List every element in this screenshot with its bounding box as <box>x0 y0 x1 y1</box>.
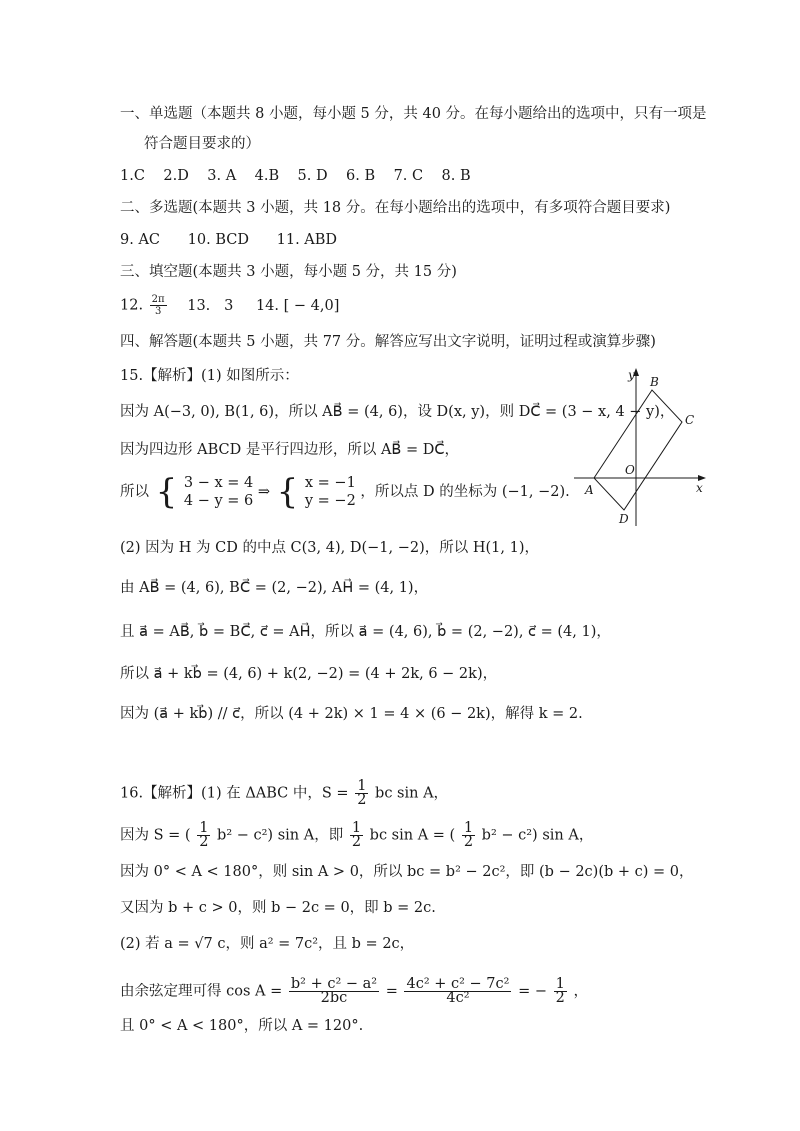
half-fraction <box>355 780 368 807</box>
equation-system-2 <box>305 474 356 510</box>
q16-line6-prefix: 由余弦定理可得 cos A = <box>120 983 283 1000</box>
q16-line3: 因为 0° < A < 180°，则 sin A > 0，所以 bc = b² − 2c²，即 (b − 2c)(b + c) = 0， <box>120 864 694 880</box>
fraction-denominator: 2 <box>351 834 362 850</box>
q16-line1-suffix: bc sin A， <box>375 785 449 802</box>
vertex-b-label: B <box>650 375 659 389</box>
fraction-denominator: 2 <box>357 792 367 808</box>
q15-line6: 由 AB⃗ = (4, 6), BC⃗ = (2, −2), AH⃗ = (4, 1)， <box>120 580 429 596</box>
equals-minus-sign: = − <box>518 983 547 1000</box>
parallelogram-figure <box>570 366 710 536</box>
half-fraction <box>462 822 475 849</box>
q14-answer: 14. [ − 4,0] <box>255 297 340 314</box>
vertex-d-label: D <box>619 512 629 526</box>
system2-eq2: y = −2 <box>304 493 356 509</box>
fraction-denominator: 4c² <box>446 990 470 1006</box>
fraction-numerator: 4c² + c² − 7c² <box>406 976 510 992</box>
parallelogram-abcd <box>594 390 682 510</box>
x-axis-label: x <box>696 481 703 495</box>
section2-heading: 二、多选题(本题共 3 小题，共 18 分。在每小题给出的选项中，有多项符合题目要求) <box>120 200 671 216</box>
q16-line2-middle2: bc sin A = ( <box>369 827 456 844</box>
left-brace: { <box>276 472 299 512</box>
q15-line5: (2) 因为 H 为 CD 的中点 C(3, 4), D(−1, −2)，所以 H(1, 1)， <box>120 540 539 556</box>
q15-line4 <box>120 474 570 510</box>
q16-line2 <box>120 822 593 849</box>
fraction-numerator: b² + c² − a² <box>290 976 378 992</box>
cosine-fraction-2 <box>404 978 511 1005</box>
q12-denominator: 3 <box>154 306 162 317</box>
q16-line2-middle: b² − c²) sin A，即 <box>217 827 344 844</box>
fraction-denominator: 2 <box>463 834 474 850</box>
q16-line2-suffix: b² − c²) sin A， <box>481 827 594 844</box>
vertex-c-label: C <box>685 413 695 427</box>
y-axis-label: y <box>628 368 635 382</box>
q15-line2: 因为 A(−3, 0), B(1, 6)，所以 AB⃗ = (4, 6)，设 D(x, y)，则 DC⃗ = (3 − x, 4 − y)， <box>120 404 675 420</box>
equals-sign: = <box>385 983 398 1000</box>
half-fraction <box>554 978 567 1005</box>
q16-line6 <box>120 978 588 1005</box>
fraction-numerator: 1 <box>463 820 474 836</box>
fraction-denominator: 2bc <box>320 990 348 1006</box>
section1-heading-cont: 符合题目要求的） <box>144 136 260 152</box>
fraction-denominator: 2 <box>199 834 209 850</box>
q16-line1 <box>120 780 448 807</box>
section1-answers: 1.C 2.D 3. A 4.B 5. D 6. B 7. C 8. B <box>120 168 471 184</box>
q15-line7: 且 a⃗ = AB⃗, b⃗ = BC⃗, c⃗ = AH⃗，所以 a⃗ = (4, 6), b⃗ = (2, −2), c⃗ = (4, 1)， <box>120 624 611 640</box>
q15-line9: 因为 (a⃗ + kb⃗) // c⃗，所以 (4 + 2k) × 1 = 4 × (6 − 2k)，解得 k = 2. <box>120 706 583 722</box>
q16-line7: 且 0° < A < 180°，所以 A = 120°. <box>120 1018 364 1034</box>
section2-answers: 9. AC 10. BCD 11. ABD <box>120 232 338 248</box>
fraction-numerator: 1 <box>199 820 209 836</box>
section4-heading: 四、解答题(本题共 5 小题，共 77 分。解答应写出文字说明，证明过程或演算步骤) <box>120 334 656 350</box>
q15-line3: 因为四边形 ABCD 是平行四边形，所以 AB⃗ = DC⃗， <box>120 442 459 458</box>
q15-line4-suffix: ，所以点 D 的坐标为 (−1, −2). <box>360 484 570 500</box>
q16-line5: (2) 若 a = √7 c，则 a² = 7c²，且 b = 2c， <box>120 936 415 952</box>
section3-heading: 三、填空题(本题共 3 小题，每小题 5 分，共 15 分) <box>120 264 457 280</box>
q16-line4: 又因为 b + c > 0，则 b − 2c = 0，即 b = 2c. <box>120 900 436 916</box>
q12-label: 12. <box>120 297 144 314</box>
q12-fraction <box>150 294 167 317</box>
section3-answers <box>120 294 339 317</box>
half-fraction <box>350 822 363 849</box>
q12-numerator: 2π <box>151 294 165 305</box>
q15-line1: 15.【解析】(1) 如图所示： <box>120 368 299 384</box>
cosine-fraction-1 <box>289 978 379 1005</box>
fraction-numerator: 1 <box>555 976 565 992</box>
q16-line6-suffix: ， <box>573 983 588 1000</box>
implies-arrow: ⇒ <box>257 484 271 500</box>
section1-heading: 一、单选题（本题共 8 小题，每小题 5 分，共 40 分。在每小题给出的选项中，只有一项是 <box>120 106 707 122</box>
fraction-numerator: 1 <box>357 778 367 794</box>
vertex-a-label: A <box>585 483 594 497</box>
half-fraction <box>197 822 210 849</box>
system2-eq1: x = −1 <box>304 475 356 491</box>
q16-line1-prefix: 16.【解析】(1) 在 ΔABC 中，S = <box>120 785 349 802</box>
equation-system-1 <box>184 474 253 510</box>
system1-eq2: 4 − y = 6 <box>183 493 254 509</box>
left-brace: { <box>155 472 178 512</box>
system1-eq1: 3 − x = 4 <box>183 475 254 491</box>
q16-line2-prefix: 因为 S = ( <box>120 827 191 844</box>
q15-line8: 所以 a⃗ + kb⃗ = (4, 6) + k(2, −2) = (4 + 2k, 6 − 2k)， <box>120 666 498 682</box>
fraction-numerator: 1 <box>351 820 362 836</box>
q13-answer: 13. 3 <box>187 297 234 314</box>
q15-line4-prefix: 所以 <box>120 484 149 500</box>
fraction-denominator: 2 <box>555 990 565 1006</box>
origin-label: O <box>625 463 635 477</box>
